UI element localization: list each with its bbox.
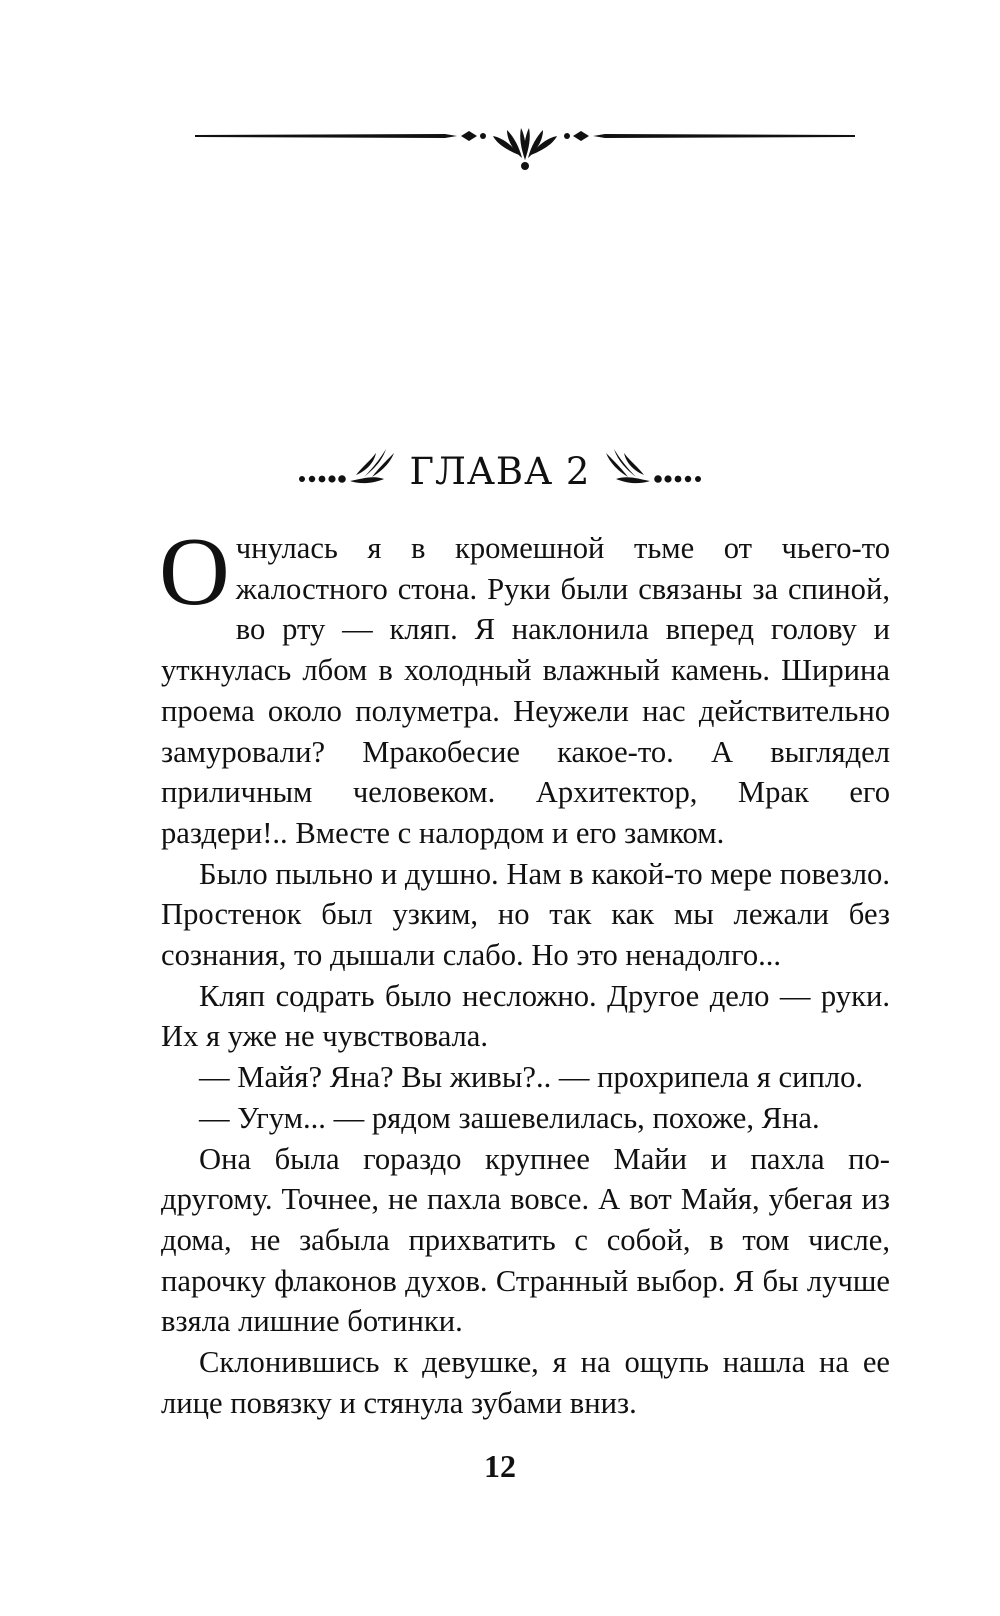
- top-divider-ornament: [195, 118, 855, 174]
- chapter-heading: [0, 438, 1000, 498]
- paragraph-1-text: чнулась я в кромешной тьме от чьего-то жалостного стона. Руки были связаны за спиной, во рту — кляп. Я наклонила вперед голову и уткнулась лбом в холодный влажный камень. Ширина проема около полуметра. Неужели нас действительно замуровали? Мракобесие какое-то. А выглядел приличным человеком. Архитектор, Мрак его раздери!.. Вместе с налордом и его замком.: [161, 531, 890, 850]
- paragraph-3: Кляп содрать было несложно. Другое дело — руки. Их я уже не чувствовала.: [161, 978, 890, 1054]
- dialogue-line-2: — Угум... — рядом зашевелилась, похоже, Яна.: [199, 1100, 820, 1135]
- left-flourish-ornament: [296, 445, 396, 491]
- paragraph-1: [159, 518, 890, 854]
- right-flourish-ornament: [604, 445, 704, 491]
- paragraph-7: Склонившись к девушке, я на ощупь нашла на ее лице повязку и стянула зубами вниз.: [161, 1345, 890, 1420]
- dialogue-line-1: — Майя? Яна? Вы живы?.. — прохрипела я сипло.: [199, 1060, 864, 1095]
- chapter-title: ГЛАВА 2: [409, 449, 591, 493]
- page-number: 12: [484, 1448, 516, 1484]
- paragraph-6: Она была гораздо крупнее Майи и пахла по-другому. Точнее, не пахла вовсе. А вот Майя, убегая из дома, не забыла прихватить с собой, в том числе, парочку флаконов духов. Странный выбор. Я бы лучше взяла лишние ботинки.: [161, 1141, 890, 1339]
- paragraph-2: Было пыльно и душно. Нам в какой-то мере повезло. Простенок был узким, но так как мы лежали без сознания, то дышали слабо. Но это ненадолго...: [161, 856, 890, 973]
- chapter-body-text: [159, 518, 890, 1423]
- drop-cap: О: [159, 518, 230, 626]
